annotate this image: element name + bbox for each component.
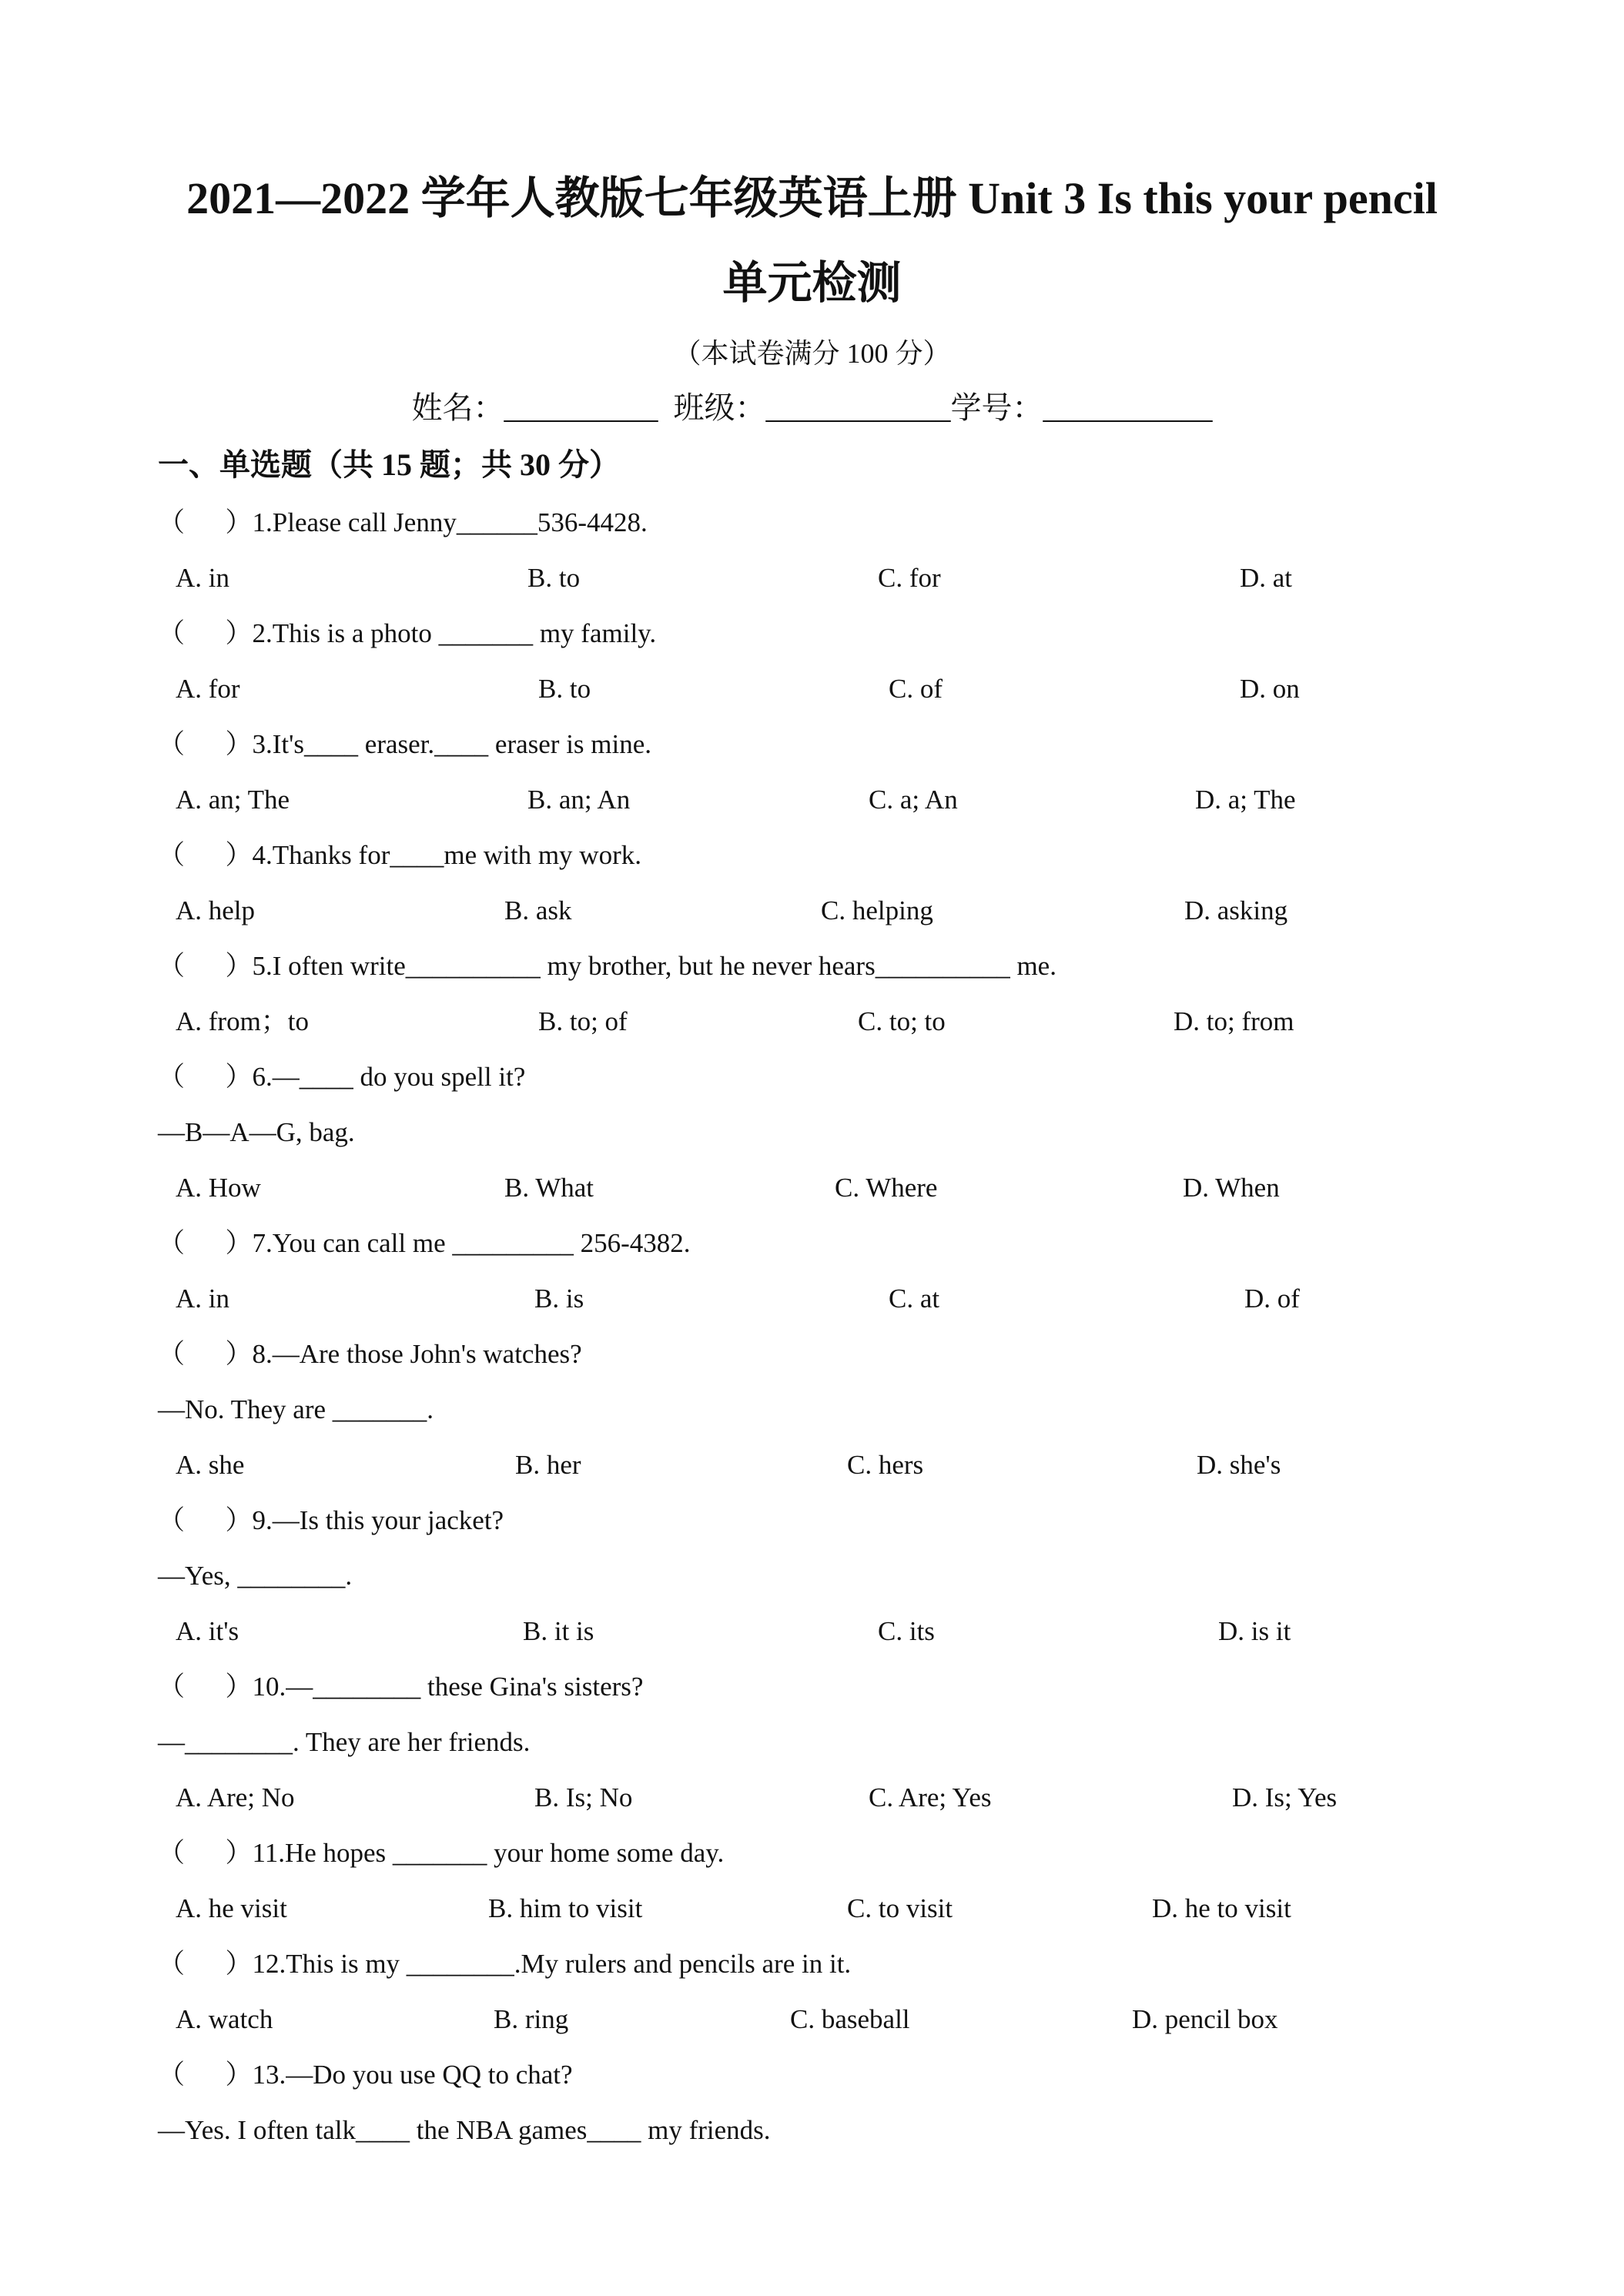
option-d: D. of bbox=[1244, 1284, 1300, 1314]
question-stem: （ ）11.He hopes _______ your home some day. bbox=[158, 1838, 725, 1868]
question-stem: （ ）6.—____ do you spell it? bbox=[158, 1062, 526, 1092]
option-c: C. helping bbox=[821, 895, 933, 925]
option-b: B. What bbox=[504, 1173, 594, 1203]
option-c: C. at bbox=[889, 1284, 940, 1314]
question-stem: （ ）8.—Are those John's watches? bbox=[158, 1339, 582, 1369]
option-a: A. How bbox=[176, 1173, 261, 1203]
option-d: D. to; from bbox=[1174, 1006, 1294, 1036]
option-b: B. to bbox=[538, 674, 591, 704]
option-a: A. she bbox=[176, 1450, 245, 1480]
option-a: A. Are; No bbox=[176, 1782, 295, 1812]
option-b: B. an; An bbox=[527, 785, 631, 815]
option-a: A. help bbox=[176, 895, 256, 925]
option-a: A. it's bbox=[176, 1616, 239, 1646]
question-dialogue-line: —Yes. I often talk____ the NBA games____ my friends. bbox=[158, 2115, 771, 2145]
option-c: C. to visit bbox=[847, 1893, 953, 1923]
question-stem: （ ）1.Please call Jenny______536-4428. bbox=[158, 507, 648, 537]
option-c: C. for bbox=[878, 563, 941, 593]
option-c: C. its bbox=[878, 1616, 935, 1646]
option-a: A. an; The bbox=[176, 785, 290, 815]
option-c: C. to; to bbox=[858, 1006, 946, 1036]
question-stem: （ ）3.It's____ eraser.____ eraser is mine. bbox=[158, 729, 652, 759]
exam-title-line1: 2021—2022 学年人教版七年级英语上册 Unit 3 Is this your pencil bbox=[186, 173, 1438, 223]
option-a: A. for bbox=[176, 674, 240, 704]
option-c: C. hers bbox=[847, 1450, 924, 1480]
option-b: B. him to visit bbox=[488, 1893, 643, 1923]
option-a: A. he visit bbox=[176, 1893, 287, 1923]
question-dialogue-line: —Yes, ________. bbox=[158, 1561, 353, 1591]
question-stem: （ ）5.I often write__________ my brother, but he never hears__________ me. bbox=[158, 951, 1056, 981]
question-stem: （ ）4.Thanks for____me with my work. bbox=[158, 840, 641, 870]
option-d: D. a; The bbox=[1195, 785, 1296, 815]
option-a: A. in bbox=[176, 1284, 229, 1314]
option-d: D. pencil box bbox=[1132, 2004, 1278, 2034]
option-c: C. Are; Yes bbox=[869, 1782, 992, 1812]
option-a: A. watch bbox=[176, 2004, 273, 2034]
option-d: D. is it bbox=[1218, 1616, 1291, 1646]
option-c: C. a; An bbox=[869, 785, 958, 815]
question-dialogue-line: —B—A—G, bag. bbox=[158, 1117, 355, 1147]
option-b: B. is bbox=[534, 1284, 584, 1314]
question-stem: （ ）12.This is my ________.My rulers and pencils are in it. bbox=[158, 1949, 852, 1979]
option-c: C. of bbox=[889, 674, 943, 704]
exam-title-line2: 单元检测 bbox=[722, 258, 902, 308]
question-stem: （ ）7.You can call me _________ 256-4382. bbox=[158, 1228, 691, 1258]
option-d: D. asking bbox=[1184, 895, 1288, 925]
student-info-line: 姓名：__________ 班级：____________学号：___________ bbox=[411, 390, 1213, 425]
section-heading-single-choice: 一、单选题（共 15 题；共 30 分） bbox=[158, 447, 620, 482]
option-b: B. her bbox=[515, 1450, 581, 1480]
option-b: B. to bbox=[527, 563, 581, 593]
option-d: D. at bbox=[1240, 563, 1293, 593]
question-dialogue-line: —No. They are _______. bbox=[158, 1394, 434, 1424]
option-d: D. Is; Yes bbox=[1232, 1782, 1338, 1812]
question-stem: （ ）10.—________ these Gina's sisters? bbox=[158, 1672, 644, 1702]
option-a: A. from；to bbox=[176, 1006, 310, 1036]
option-a: A. in bbox=[176, 563, 229, 593]
question-stem: （ ）13.—Do you use QQ to chat? bbox=[158, 2060, 573, 2090]
option-d: D. on bbox=[1240, 674, 1300, 704]
option-d: D. he to visit bbox=[1152, 1893, 1291, 1923]
question-stem: （ ）2.This is a photo _______ my family. bbox=[158, 618, 657, 648]
question-stem: （ ）9.—Is this your jacket? bbox=[158, 1505, 504, 1535]
option-d: D. When bbox=[1183, 1173, 1280, 1203]
option-c: C. Where bbox=[835, 1173, 938, 1203]
option-b: B. ask bbox=[504, 895, 572, 925]
option-b: B. to; of bbox=[538, 1006, 628, 1036]
option-b: B. Is; No bbox=[534, 1782, 633, 1812]
option-b: B. ring bbox=[494, 2004, 569, 2034]
score-note: （本试卷满分 100 分） bbox=[673, 338, 951, 369]
option-c: C. baseball bbox=[790, 2004, 910, 2034]
option-b: B. it is bbox=[523, 1616, 594, 1646]
option-d: D. she's bbox=[1197, 1450, 1281, 1480]
question-dialogue-line: —________. They are her friends. bbox=[158, 1727, 531, 1757]
